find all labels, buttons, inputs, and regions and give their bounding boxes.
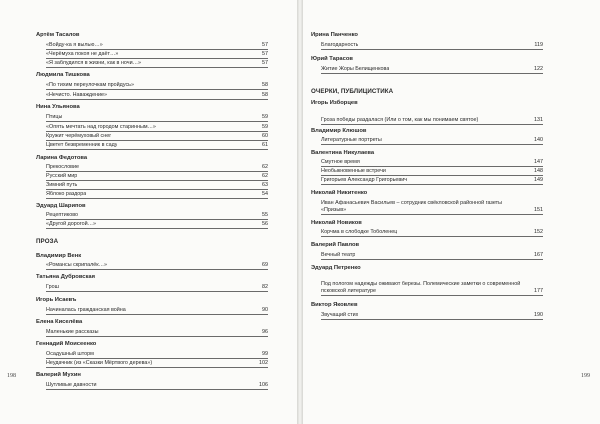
- author-name: Владимир Венк: [36, 253, 82, 259]
- entry-title: Осадушный шторм: [46, 351, 94, 357]
- toc-entry: [321, 66, 543, 74]
- entry-page: 69: [262, 262, 268, 268]
- entry-page: 99: [262, 351, 268, 357]
- entry-title: Смутное время: [321, 159, 360, 165]
- toc-entry: [46, 329, 268, 337]
- entry-title: Под пологом надежды оживают березы. Полемические заметки о современной псковской литературе: [321, 281, 521, 294]
- entry-title: «Опять мечтать над городом старинным…»: [46, 124, 156, 130]
- entry-page: 177: [534, 288, 543, 294]
- entry-title: Цветет безвременник в саду: [46, 142, 118, 148]
- entry-title: Корчма в слободке Тоболенец: [321, 229, 398, 235]
- toc-entry: [46, 51, 268, 59]
- entry-title: «Войду-ка я вылью…»: [46, 42, 103, 48]
- entry-page: 119: [534, 42, 543, 48]
- author-name: Ирина Панченко: [311, 32, 358, 38]
- toc-entry: [46, 360, 268, 368]
- entry-title: Неудачник (из «Сказки Мёртвого дерева»): [46, 360, 153, 366]
- toc-entry: [46, 351, 268, 359]
- toc-entry: [46, 382, 268, 390]
- toc-entry: [321, 252, 543, 260]
- entry-page: 131: [534, 117, 543, 123]
- entry-title: Зимний путь: [46, 182, 78, 188]
- entry-page: 167: [534, 252, 543, 258]
- toc-entry: [46, 221, 268, 229]
- toc-entry: [46, 164, 268, 172]
- entry-page: 56: [262, 221, 268, 227]
- toc-entry: [321, 229, 543, 237]
- entry-page: 140: [534, 137, 543, 143]
- toc-entry: [321, 177, 543, 185]
- toc-entry: [46, 284, 268, 292]
- author-name: Юрий Тарасов: [311, 56, 353, 62]
- entry-page: 62: [262, 173, 268, 179]
- toc-entry: [321, 110, 543, 125]
- entry-page: 61: [262, 142, 268, 148]
- toc-entry: [46, 82, 268, 90]
- entry-page: 190: [534, 312, 543, 318]
- toc-entry: [46, 262, 268, 270]
- author-name: Эдуард Шарипов: [36, 203, 86, 209]
- toc-entry: [321, 137, 543, 145]
- entry-page: 60: [262, 133, 268, 139]
- author-name: Артём Тасалов: [36, 32, 80, 38]
- entry-title: Грош: [46, 284, 59, 290]
- toc-entry: [46, 42, 268, 50]
- toc-entry: [46, 133, 268, 141]
- entry-title: «Черёмуха покоя не даёт…»: [46, 51, 119, 57]
- entry-title: «Я заблудился в жизни, как в ночи…»: [46, 60, 141, 66]
- entry-title: Кружит черёмуховый снег: [46, 133, 112, 139]
- toc-entry: [46, 173, 268, 181]
- author-name: Виктор Яковлев: [311, 302, 358, 308]
- author-name: Геннадий Моисеенко: [36, 341, 97, 347]
- entry-title: Рецептиково: [46, 212, 78, 218]
- entry-page: 57: [262, 42, 268, 48]
- right-page: [303, 0, 600, 424]
- author-name: Игорь Изборцев: [311, 100, 358, 106]
- section-heading-prose: ПРОЗА: [36, 238, 59, 245]
- entry-page: 148: [534, 168, 543, 174]
- entry-page: 90: [262, 307, 268, 313]
- author-name: Николай Никитенко: [311, 190, 368, 196]
- entry-title: Благодарность: [321, 42, 359, 48]
- section-heading-essays: ОЧЕРКИ, ПУБЛИЦИСТИКА: [311, 88, 394, 95]
- left-page: [0, 0, 297, 424]
- entry-page: 55: [262, 212, 268, 218]
- toc-entry: [321, 275, 543, 296]
- entry-page: 54: [262, 191, 268, 197]
- entry-title: Русский мир: [46, 173, 78, 179]
- author-name: Татьяна Дубровская: [36, 274, 95, 280]
- entry-title: Яблоко раздора: [46, 191, 87, 197]
- entry-page: 96: [262, 329, 268, 335]
- toc-entry: [321, 312, 543, 320]
- entry-page: 152: [534, 229, 543, 235]
- entry-page: 57: [262, 51, 268, 57]
- entry-page: 59: [262, 114, 268, 120]
- toc-entry: [321, 168, 543, 176]
- author-name: Николай Новиков: [311, 220, 362, 226]
- entry-page: 122: [534, 66, 543, 72]
- author-name: Людмила Тишкова: [36, 72, 90, 78]
- entry-title: Житие Жоры Белищенкова: [321, 66, 390, 72]
- entry-page: 102: [259, 360, 268, 366]
- entry-title: Птицы: [46, 114, 63, 120]
- toc-entry: [46, 92, 268, 100]
- author-name: Владимир Клюшов: [311, 128, 367, 134]
- entry-title: Вечный театр: [321, 252, 356, 258]
- toc-entry: [321, 42, 543, 50]
- author-name: Ларина Федотова: [36, 155, 88, 161]
- entry-page: 62: [262, 164, 268, 170]
- entry-page: 147: [534, 159, 543, 165]
- toc-entry: [46, 212, 268, 220]
- entry-page: 57: [262, 60, 268, 66]
- entry-page: 149: [534, 177, 543, 183]
- entry-page: 63: [262, 182, 268, 188]
- author-name: Эдуард Петренко: [311, 265, 361, 271]
- toc-entry: [321, 159, 543, 167]
- entry-page: 58: [262, 82, 268, 88]
- entry-title: Начиналась гражданская война: [46, 307, 126, 313]
- author-name: Игорь Исаевъ: [36, 297, 77, 303]
- author-name: Валентина Никулаева: [311, 150, 375, 156]
- entry-title: Литературные портреты: [321, 137, 382, 143]
- toc-entry: [46, 142, 268, 150]
- entry-page: 59: [262, 124, 268, 130]
- toc-entry: [46, 307, 268, 315]
- entry-page: 151: [534, 207, 543, 213]
- toc-entry: [46, 124, 268, 132]
- entry-title: Необыкновенные встречи: [321, 168, 386, 174]
- page-number-left: 198: [7, 373, 16, 379]
- page-number-right: 199: [581, 373, 590, 379]
- entry-page: 82: [262, 284, 268, 290]
- entry-title: Звучащий стих: [321, 312, 359, 318]
- author-name: Елена Киселёва: [36, 319, 83, 325]
- entry-title: «По тихим переулочкам пройдусь»: [46, 82, 134, 88]
- entry-title: Иван Афанасьевич Васильев – сотрудник свёкловской районной газеты «Призыв»: [321, 200, 502, 213]
- entry-page: 106: [259, 382, 268, 388]
- toc-entry: [321, 200, 543, 215]
- toc-entry: [46, 191, 268, 199]
- toc-entry: [46, 60, 268, 68]
- entry-title: Прекословие: [46, 164, 80, 170]
- entry-title: Гроза победы раздалася (Или о том, как мы понимаем святое): [321, 117, 479, 123]
- entry-title: Маленькие рассказы: [46, 329, 99, 335]
- entry-title: «Другой дорогой…»: [46, 221, 97, 227]
- entry-page: 58: [262, 92, 268, 98]
- toc-entry: [46, 182, 268, 190]
- entry-title: Шутливые давности: [46, 382, 97, 388]
- toc-entry: [46, 114, 268, 122]
- author-name: Валерий Мухин: [36, 372, 81, 378]
- entry-title: «Романсы скрипалёк…»: [46, 262, 107, 268]
- entry-title: «Нечисто. Наваждение»: [46, 92, 108, 98]
- author-name: Нина Ульянова: [36, 104, 80, 110]
- author-name: Валерий Павлов: [311, 242, 360, 248]
- entry-title: Григорьев Александр Григорьевич: [321, 177, 408, 183]
